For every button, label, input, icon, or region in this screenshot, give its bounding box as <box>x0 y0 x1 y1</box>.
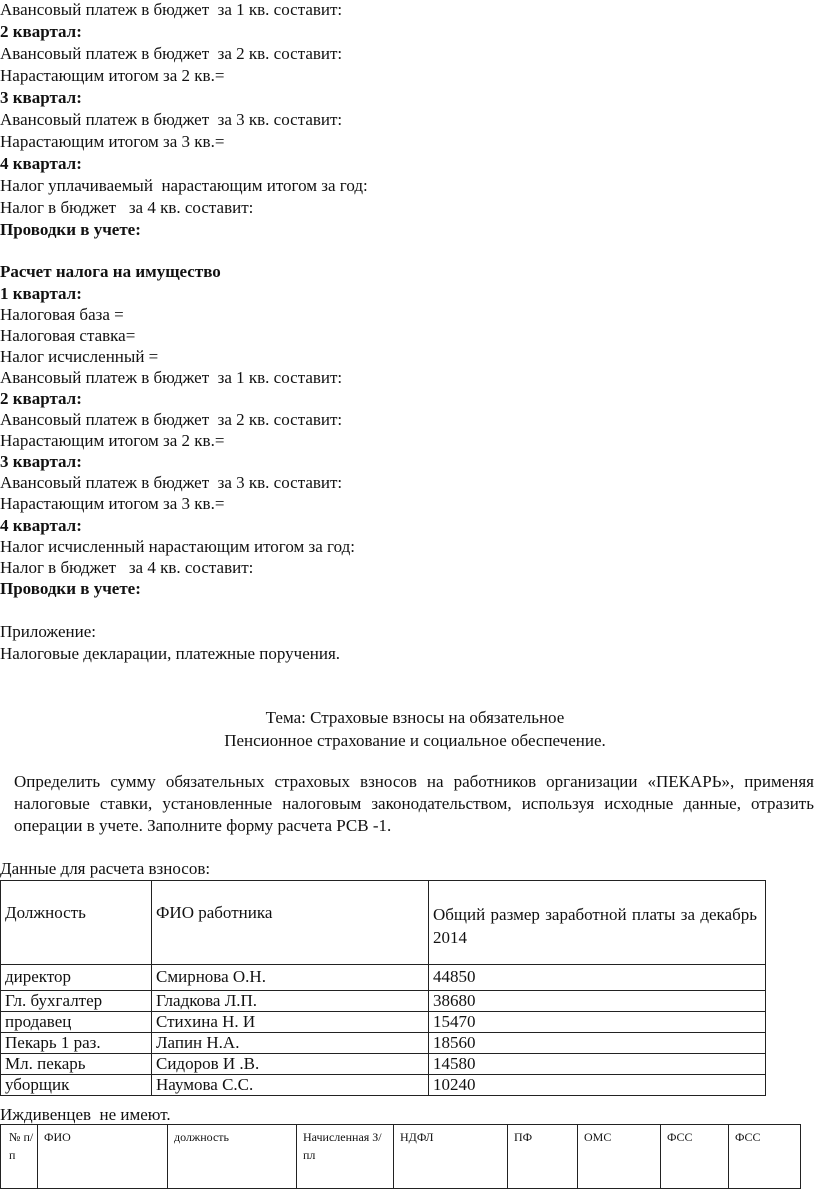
table-row <box>1 1012 766 1033</box>
property-tax-title: Расчет налога на имущество <box>0 262 221 281</box>
cell-name: Гладкова Л.П. <box>152 991 429 1012</box>
cumulative-q3-line-2: Нарастающим итогом за 3 кв.= <box>0 494 225 513</box>
appendix-label: Приложение: <box>0 622 96 641</box>
tax-base-line: Налоговая база = <box>0 305 124 324</box>
cell-name: Лапин Н.А. <box>152 1033 429 1054</box>
q4-tax-line-2: Налог в бюджет за 4 кв. составит: <box>0 558 254 577</box>
cell-position: Гл. бухгалтер <box>1 991 152 1012</box>
quarter-2-heading-2: 2 квартал: <box>0 389 82 408</box>
table-row <box>1 991 766 1012</box>
table-row <box>1 965 766 991</box>
cell-salary: 18560 <box>429 1033 766 1054</box>
quarter-1-heading: 1 квартал: <box>0 284 82 303</box>
postings-heading: Проводки в учете: <box>0 220 141 239</box>
advance-q3-line: Авансовый платеж в бюджет за 3 кв. составит: <box>0 110 343 129</box>
cell-name: Сидоров И .В. <box>152 1054 429 1075</box>
advance-q2-line-2: Авансовый платеж в бюджет за 2 кв. составит: <box>0 410 343 429</box>
advance-q2-line: Авансовый платеж в бюджет за 2 кв. составит: <box>0 44 343 63</box>
quarter-4-heading: 4 квартал: <box>0 154 82 173</box>
header-employee-name: ФИО работника <box>152 881 429 965</box>
dependents-note: Иждивенцев не имеют. <box>0 1105 171 1124</box>
header-fss-1: ФСС <box>661 1125 729 1189</box>
header-job: должность <box>168 1125 297 1189</box>
topic-line-1: Тема: Страховые взносы на обязательное <box>265 708 565 727</box>
cell-position: директор <box>1 965 152 991</box>
appendix-text: Налоговые декларации, платежные поручения. <box>0 644 341 663</box>
cell-name: Стихина Н. И <box>152 1012 429 1033</box>
quarter-4-heading-2: 4 квартал: <box>0 516 82 535</box>
header-oms: ОМС <box>578 1125 661 1189</box>
header-total-salary: Общий размер заработной платы за декабрь 2014 <box>429 881 766 965</box>
cell-salary: 15470 <box>429 1012 766 1033</box>
advance-q1-line: Авансовый платеж в бюджет за 1 кв. составит: <box>0 0 343 19</box>
header-pf: ПФ <box>508 1125 578 1189</box>
cell-salary: 10240 <box>429 1075 766 1096</box>
cell-position: Мл. пекарь <box>1 1054 152 1075</box>
table-row <box>1 1075 766 1096</box>
header-accrued-salary: Начисленная З/пл <box>297 1125 394 1189</box>
table-row <box>1 1054 766 1075</box>
advance-q3-line-2: Авансовый платеж в бюджет за 3 кв. составит: <box>0 473 343 492</box>
salary-table <box>0 880 766 1096</box>
cumulative-q2-line: Нарастающим итогом за 2 кв.= <box>0 66 225 85</box>
contributions-table <box>0 1124 801 1189</box>
annual-computed-tax-line: Налог исчисленный нарастающим итогом за год: <box>0 537 355 556</box>
header-fss-2: ФСС <box>729 1125 801 1189</box>
cell-position: уборщик <box>1 1075 152 1096</box>
cell-position: продавец <box>1 1012 152 1033</box>
computed-tax-line: Налог исчисленный = <box>0 347 159 366</box>
quarter-3-heading-2: 3 квартал: <box>0 452 82 471</box>
table-row <box>1 1033 766 1054</box>
tax-rate-line: Налоговая ставка= <box>0 326 136 345</box>
advance-q1-line-2: Авансовый платеж в бюджет за 1 кв. составит: <box>0 368 343 387</box>
cell-name: Наумова С.С. <box>152 1075 429 1096</box>
data-label: Данные для расчета взносов: <box>0 859 211 878</box>
cumulative-q3-line: Нарастающим итогом за 3 кв.= <box>0 132 225 151</box>
salary-table-header <box>1 881 766 965</box>
quarter-2-heading: 2 квартал: <box>0 22 82 41</box>
header-ndfl: НДФЛ <box>394 1125 508 1189</box>
cell-salary: 38680 <box>429 991 766 1012</box>
postings-heading-2: Проводки в учете: <box>0 579 141 598</box>
annual-tax-line: Налог уплачиваемый нарастающим итогом за год: <box>0 176 368 195</box>
cell-position: Пекарь 1 раз. <box>1 1033 152 1054</box>
quarter-3-heading: 3 квартал: <box>0 88 82 107</box>
cumulative-q2-line-2: Нарастающим итогом за 2 кв.= <box>0 431 225 450</box>
cell-salary: 14580 <box>429 1054 766 1075</box>
task-paragraph: Определить сумму обязательных страховых взносов на работников организации «ПЕКАРЬ», применяя налоговые ставки, установленные налоговым законодательством, используя исходные данные, отразить операции в учете. Заполните форму расчета РСВ -1. <box>14 772 814 835</box>
cell-salary: 44850 <box>429 965 766 991</box>
cell-name: Смирнова О.Н. <box>152 965 429 991</box>
contributions-table-header <box>1 1125 801 1189</box>
q4-tax-line: Налог в бюджет за 4 кв. составит: <box>0 198 254 217</box>
header-fio: ФИО <box>38 1125 168 1189</box>
header-position: Должность <box>1 881 152 965</box>
topic-line-2: Пенсионное страхование и социальное обеспечение. <box>224 731 606 750</box>
header-number: № п/п <box>1 1125 38 1189</box>
